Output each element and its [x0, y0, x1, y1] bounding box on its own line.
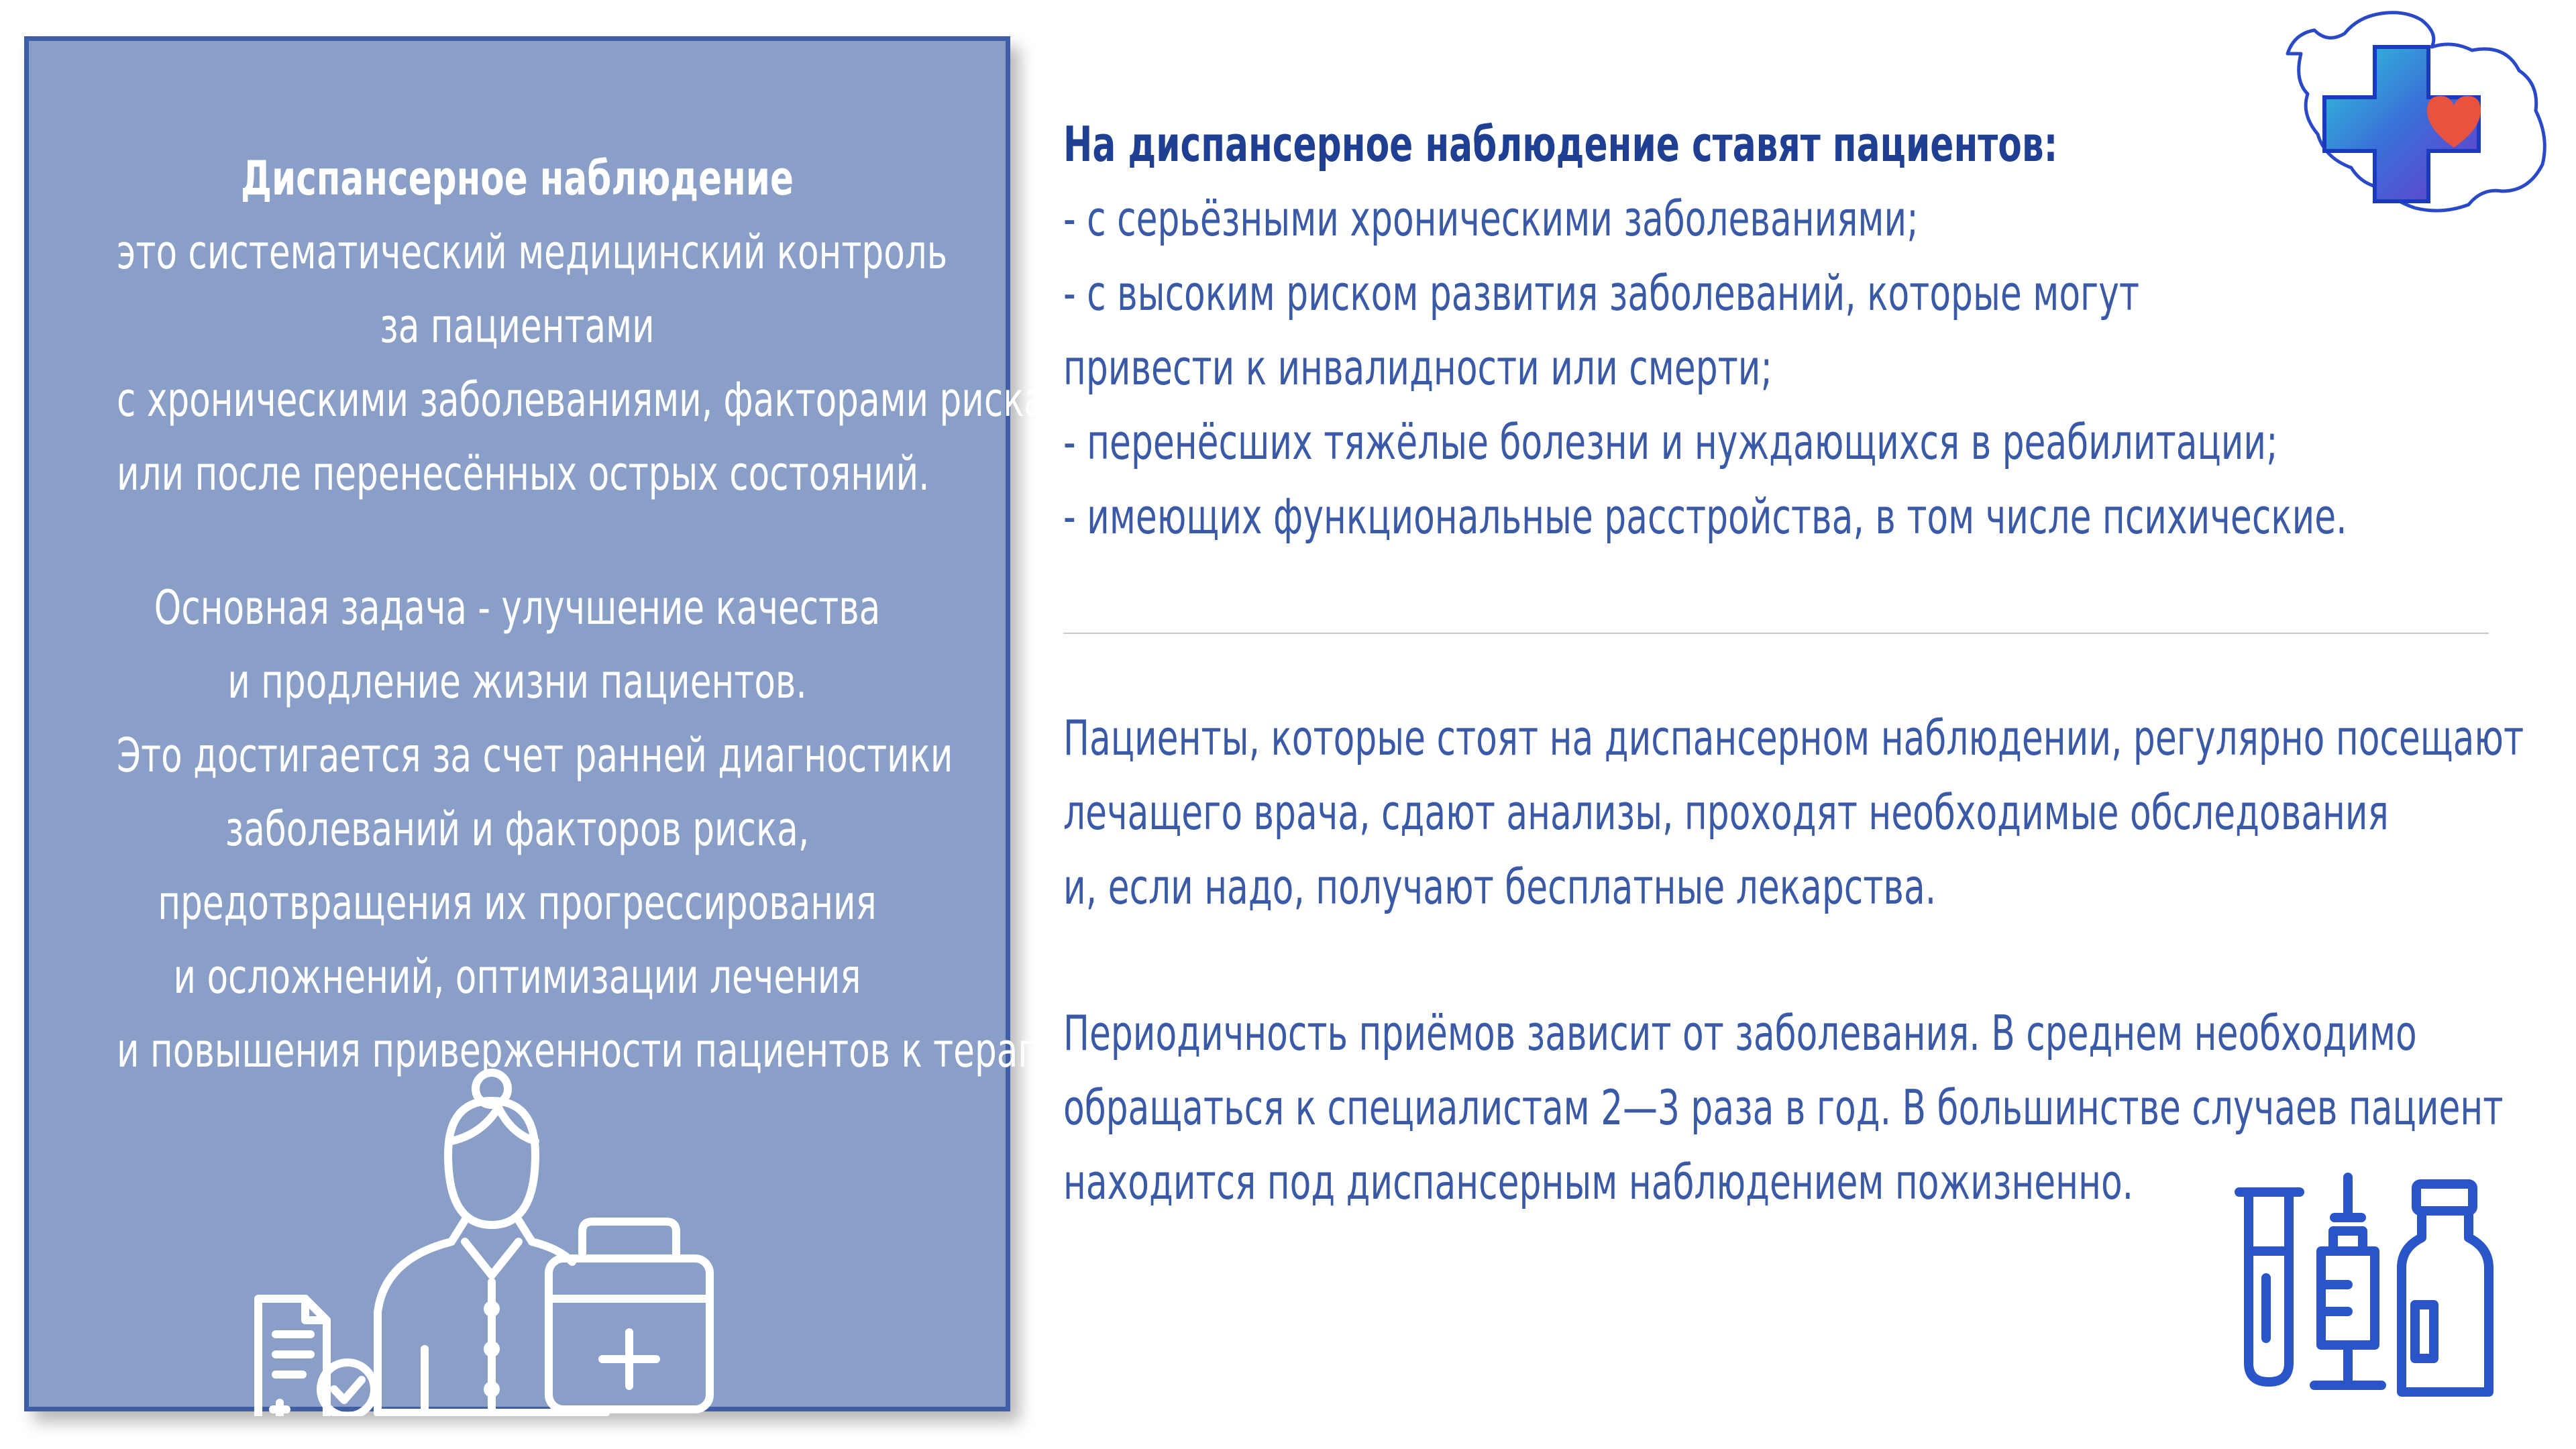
paragraph-line: находится под диспансерным наблюдением пожизненно.: [1063, 1154, 2134, 1210]
criteria-item: - перенёсших тяжёлые болезни и нуждающихся в реабилитации;: [1063, 414, 2278, 470]
region-map-medical-cross-heart-logo: [2274, 7, 2576, 235]
paragraph-line: обращаться к специалистам 2—3 раза в год. В большинстве случаев пациент: [1063, 1079, 2504, 1136]
section-divider: [1063, 633, 2489, 634]
panel-title: Диспансерное наблюдение: [240, 151, 794, 206]
criteria-item: - с серьёзными хроническими заболеваниями;: [1063, 191, 1919, 247]
task-line: заболеваний и факторов риска,: [225, 802, 810, 857]
paragraph-line: Периодичность приёмов зависит от заболевания. В среднем необходимо: [1063, 1005, 2417, 1061]
paragraph-line: и, если надо, получают бесплатные лекарства.: [1063, 859, 1937, 915]
info-panel: [24, 36, 1097, 1411]
definition-line: за пациентами: [380, 299, 655, 354]
task-line: и осложнений, оптимизации лечения: [173, 949, 861, 1004]
paragraph-line: Пациенты, которые стоят на диспансерном наблюдении, регулярно посещают: [1063, 710, 2524, 766]
doctor-with-medical-kit-and-document-icon: [244, 1067, 727, 1416]
criteria-item: привести к инвалидности или смерти;: [1063, 339, 1772, 396]
main-task-block: [29, 571, 1097, 1087]
task-line: Основная задача - улучшение качества: [154, 580, 881, 635]
visits-paragraph: [1063, 701, 2576, 924]
criteria-item: - с высоким риском развития заболеваний, которые могут: [1063, 265, 2140, 321]
definition-line: с хроническими заболеваниями, факторами риска: [117, 372, 1046, 427]
criteria-item: - имеющих функциональные расстройства, в том числе психические.: [1063, 488, 2347, 545]
definition-line: или после перенесённых острых состояний.: [117, 446, 930, 501]
definition-line: это систематический медицинский контроль: [117, 225, 948, 280]
task-line: предотвращения их прогрессирования: [158, 875, 877, 930]
test-tube-syringe-vial-icon: [2220, 1171, 2502, 1419]
task-line: Это достигается за счет ранней диагностики: [117, 728, 953, 783]
task-line: и продление жизни пациентов.: [227, 654, 807, 709]
paragraph-line: лечащего врача, сдают анализы, проходят необходимые обследования: [1063, 784, 2389, 841]
task-line: и повышения приверженности пациентов к терапии.: [117, 1023, 1097, 1078]
definition-block: [29, 142, 1046, 511]
criteria-heading: На диспансерное наблюдение ставят пациентов:: [1063, 116, 2058, 172]
